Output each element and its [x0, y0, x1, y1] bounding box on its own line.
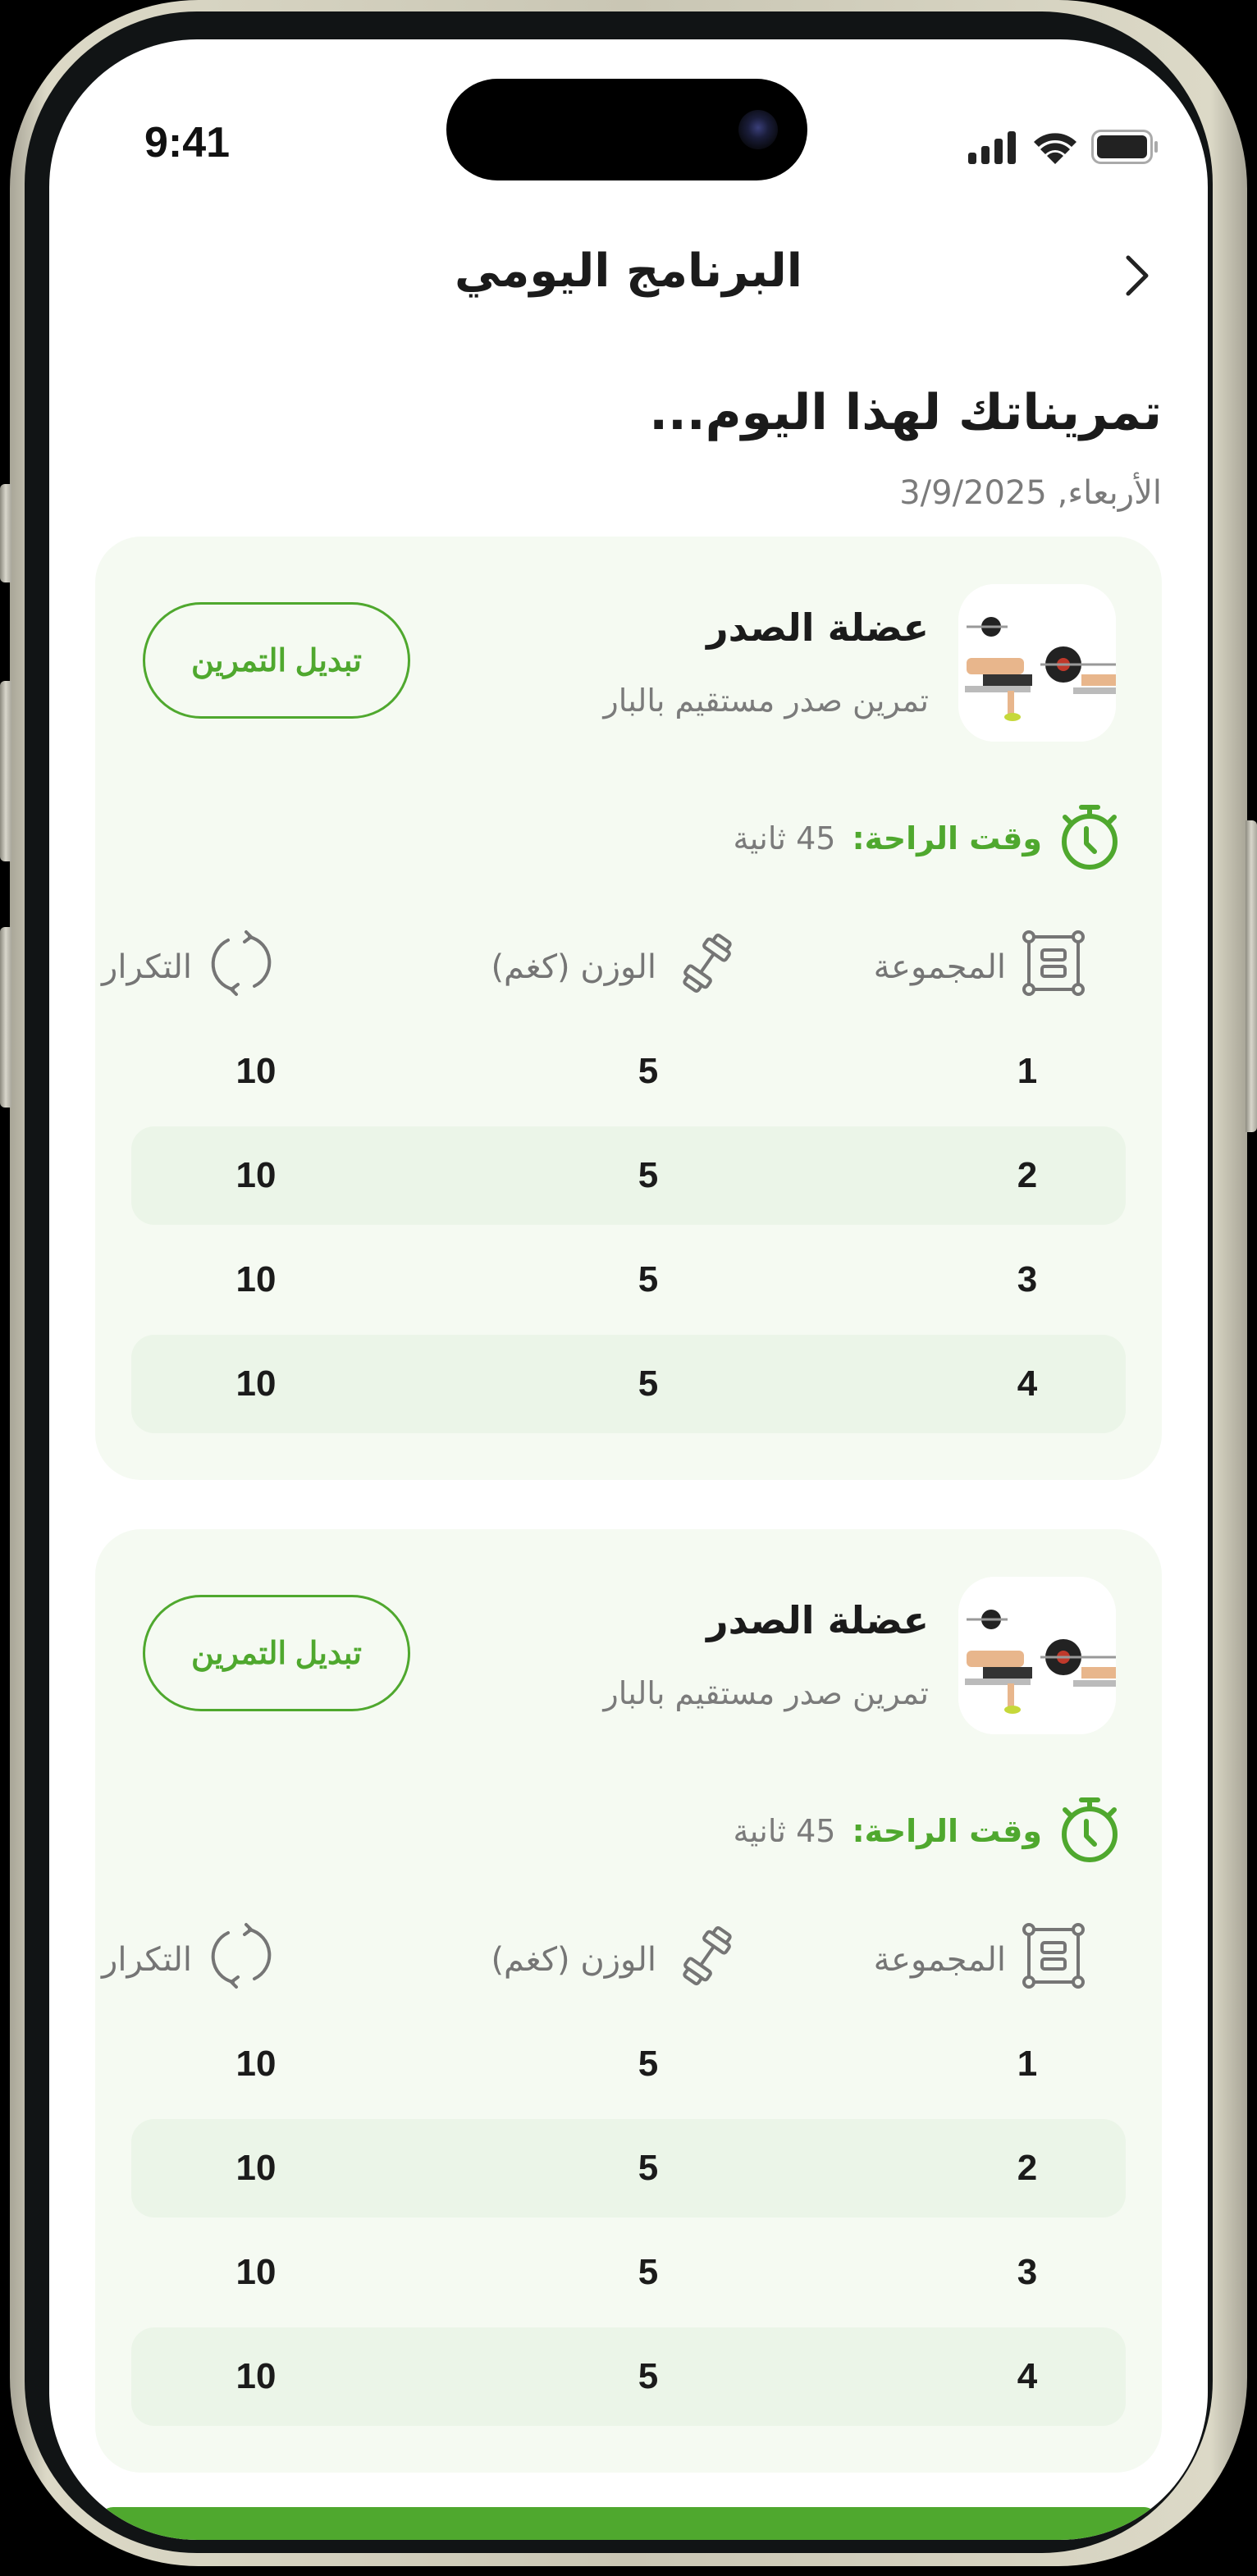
column-reps [102, 1923, 274, 1997]
set-cell: 3 [1017, 2252, 1038, 2292]
column-set-label: المجموعة [873, 948, 1006, 986]
column-weight [491, 930, 742, 1004]
table-row [131, 1231, 1126, 1329]
muscle-group: عضلة الصدر [706, 605, 929, 650]
date-label: الأربعاء, 3/9/2025 [899, 474, 1162, 512]
reps-cell: 10 [235, 2148, 277, 2188]
stopwatch-icon [1058, 802, 1121, 875]
switch-exercise-button[interactable]: تبديل التمرين [143, 1595, 410, 1711]
column-reps-label: التكرار [102, 1941, 192, 1979]
reps-cell: 10 [235, 1259, 277, 1299]
volume-up-button [0, 681, 11, 861]
chevron-right-icon [1125, 254, 1150, 300]
column-weight [491, 1923, 742, 1997]
muscle-group: عضلة الصدر [706, 1598, 929, 1642]
rest-time-value: 45 ثانية [733, 820, 836, 856]
power-button [1246, 820, 1257, 1132]
workout-card [95, 1529, 1162, 2473]
set-cell: 2 [1017, 1155, 1038, 1195]
section-heading: تمريناتك لهذا اليوم... [649, 384, 1162, 441]
primary-action-button[interactable] [98, 2507, 1159, 2540]
weight-cell: 5 [638, 2044, 659, 2084]
dynamic-island [446, 79, 807, 180]
exercise-name: تمرين صدر مستقيم بالبار [603, 683, 929, 719]
status-icons [968, 130, 1159, 167]
weight-cell: 5 [638, 1051, 659, 1091]
column-reps [102, 930, 274, 1004]
set-cell: 4 [1017, 2356, 1038, 2396]
set-cell: 2 [1017, 2148, 1038, 2188]
set-cell: 3 [1017, 1259, 1038, 1299]
back-button[interactable] [1113, 249, 1162, 306]
battery-icon [1091, 130, 1159, 167]
weight-cell: 5 [638, 2252, 659, 2292]
column-set [874, 930, 1085, 1004]
sets-table-header [95, 1923, 1162, 1997]
set-cell: 4 [1017, 1363, 1038, 1404]
rest-time [733, 802, 1121, 875]
column-reps-label: التكرار [102, 948, 192, 986]
rest-time-label: وقت الراحة: [852, 1813, 1042, 1849]
exercise-name: تمرين صدر مستقيم بالبار [603, 1675, 929, 1711]
column-weight-label: الوزن (كغم) [491, 948, 656, 986]
volume-down-button [0, 927, 11, 1108]
sets-table-header [95, 930, 1162, 1004]
dumbbell-icon [673, 929, 742, 1006]
table-row [131, 2119, 1126, 2217]
weight-cell: 5 [638, 1259, 659, 1299]
exercise-image [958, 1577, 1116, 1734]
reps-cell: 10 [235, 2044, 277, 2084]
stopwatch-icon [1058, 1795, 1121, 1867]
weight-cell: 5 [638, 2356, 659, 2396]
reps-cell: 10 [235, 1051, 277, 1091]
rest-time-label: وقت الراحة: [852, 820, 1042, 856]
column-weight-label: الوزن (كغم) [491, 1941, 656, 1979]
weight-cell: 5 [638, 1155, 659, 1195]
repeat-icon [208, 929, 274, 1006]
switch-exercise-button[interactable]: تبديل التمرين [143, 602, 410, 719]
weight-cell: 5 [638, 2148, 659, 2188]
sets-icon [1022, 930, 1085, 1004]
front-camera [738, 110, 778, 149]
reps-cell: 10 [235, 2356, 277, 2396]
exercise-image [958, 584, 1116, 742]
set-cell: 1 [1017, 2044, 1038, 2084]
wifi-icon [1032, 130, 1078, 167]
table-row [131, 1022, 1126, 1121]
screen [49, 39, 1208, 2540]
status-time: 9:41 [144, 119, 231, 167]
dumbbell-icon [673, 1921, 742, 1998]
repeat-icon [208, 1921, 274, 1998]
sets-table-body [131, 2015, 1126, 2432]
weight-cell: 5 [638, 1363, 659, 1404]
table-row [131, 1126, 1126, 1225]
page-title: البرنامج اليومي [454, 244, 803, 298]
column-set-label: المجموعة [873, 1941, 1006, 1979]
cellular-signal-icon [968, 131, 1019, 167]
table-row [131, 2327, 1126, 2426]
set-cell: 1 [1017, 1051, 1038, 1091]
rest-time [733, 1795, 1121, 1867]
reps-cell: 10 [235, 1363, 277, 1404]
action-button [0, 484, 11, 582]
reps-cell: 10 [235, 1155, 277, 1195]
reps-cell: 10 [235, 2252, 277, 2292]
table-row [131, 2015, 1126, 2113]
sets-table-body [131, 1022, 1126, 1439]
workout-card [95, 537, 1162, 1480]
table-row [131, 2223, 1126, 2322]
rest-time-value: 45 ثانية [733, 1813, 836, 1849]
sets-icon [1022, 1923, 1085, 1997]
table-row [131, 1335, 1126, 1433]
column-set [874, 1923, 1085, 1997]
